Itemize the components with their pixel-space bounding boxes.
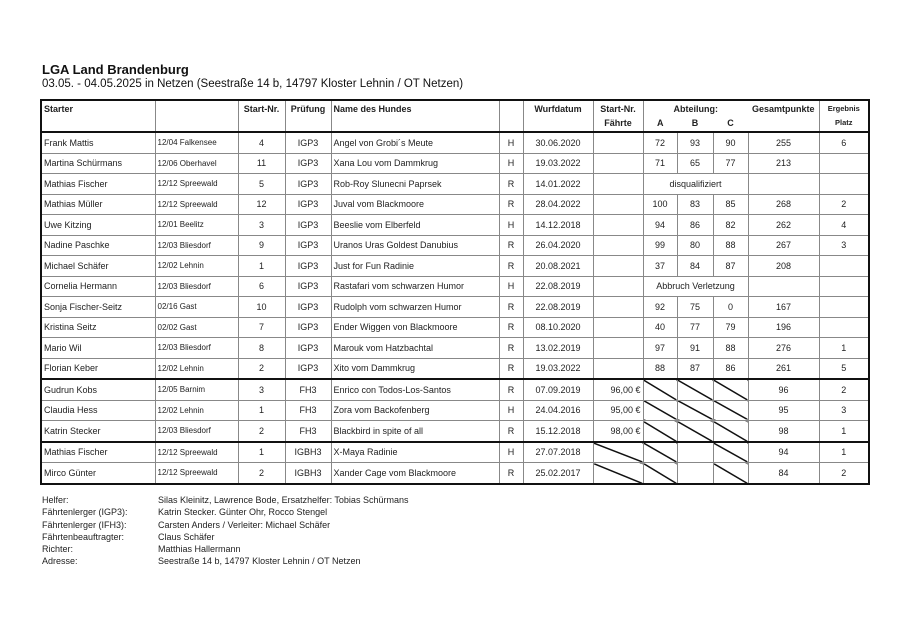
wurfdatum: 22.08.2019 <box>523 276 593 297</box>
faehrte-start-nr: 98,00 € <box>593 421 643 442</box>
score-c <box>713 463 748 484</box>
placement: 2 <box>819 463 869 484</box>
starter-name: Mathias Fischer <box>41 442 155 463</box>
club: 12/02 Lehnin <box>155 256 238 277</box>
total-points <box>748 276 819 297</box>
total-points: 98 <box>748 421 819 442</box>
score-c: 77 <box>713 153 748 174</box>
footer-value: Claus Schäfer <box>158 531 215 542</box>
score-a <box>643 421 677 442</box>
dog-name: Rudolph vom schwarzen Humor <box>331 297 499 318</box>
total-points: 261 <box>748 358 819 379</box>
starter-name: Mathias Fischer <box>41 174 155 195</box>
start-number: 6 <box>238 276 285 297</box>
wurfdatum: 20.08.2021 <box>523 256 593 277</box>
footer-line <box>42 543 408 555</box>
total-points: 267 <box>748 235 819 256</box>
score-c <box>713 379 748 400</box>
total-points: 268 <box>748 194 819 215</box>
score-c: 90 <box>713 132 748 153</box>
footer-value: Carsten Anders / Verleiter: Michael Schäfer <box>158 519 331 530</box>
placement <box>819 153 869 174</box>
club: 12/02 Lehnin <box>155 358 238 379</box>
table-row <box>41 256 869 277</box>
pruefung: IGP3 <box>285 297 331 318</box>
document-title: LGA Land Brandenburg <box>42 62 189 77</box>
total-points: 84 <box>748 463 819 484</box>
start-number: 1 <box>238 442 285 463</box>
col-starter: Starter <box>41 100 155 118</box>
start-number: 4 <box>238 132 285 153</box>
start-number: 10 <box>238 297 285 318</box>
sex: H <box>499 215 523 236</box>
sex: R <box>499 174 523 195</box>
starter-name: Mario Wil <box>41 338 155 359</box>
total-points: 208 <box>748 256 819 277</box>
score-b: 84 <box>677 256 713 277</box>
placement <box>819 317 869 338</box>
club: 12/03 Bliesdorf <box>155 235 238 256</box>
dog-name: Zora vom Backofenberg <box>331 400 499 421</box>
results-table <box>40 99 870 485</box>
wurfdatum: 14.01.2022 <box>523 174 593 195</box>
col-pruefung: Prüfung <box>285 100 331 118</box>
score-a: 99 <box>643 235 677 256</box>
start-number: 5 <box>238 174 285 195</box>
placement: 3 <box>819 235 869 256</box>
wurfdatum: 19.03.2022 <box>523 358 593 379</box>
pruefung: IGBH3 <box>285 463 331 484</box>
faehrte-start-nr <box>593 276 643 297</box>
placement: 2 <box>819 379 869 400</box>
score-a <box>643 463 677 484</box>
col-club <box>155 100 238 118</box>
wurfdatum: 15.12.2018 <box>523 421 593 442</box>
start-number: 1 <box>238 256 285 277</box>
club: 12/01 Beelitz <box>155 215 238 236</box>
footer-line <box>42 506 408 518</box>
pruefung: FH3 <box>285 400 331 421</box>
table-row <box>41 317 869 338</box>
score-a: 40 <box>643 317 677 338</box>
footer-value: Matthias Hallermann <box>158 544 241 555</box>
sex: R <box>499 379 523 400</box>
sex: R <box>499 256 523 277</box>
col-ergebnis: Ergebnis <box>819 100 869 118</box>
table-row <box>41 358 869 379</box>
placement: 1 <box>819 421 869 442</box>
wurfdatum: 22.08.2019 <box>523 297 593 318</box>
footer-label: Adresse: <box>42 556 78 567</box>
pruefung: IGP3 <box>285 194 331 215</box>
dog-name: X-Maya Radinie <box>331 442 499 463</box>
dog-name: Uranos Uras Goldest Danubius <box>331 235 499 256</box>
start-number: 2 <box>238 421 285 442</box>
score-b: 86 <box>677 215 713 236</box>
col-faehrte: Fährte <box>593 118 643 132</box>
footer-value: Seestraße 14 b, 14797 Kloster Lehnin / OT Netzen <box>158 556 361 567</box>
wurfdatum: 24.04.2016 <box>523 400 593 421</box>
status-note: disqualifiziert <box>643 174 748 195</box>
sex: H <box>499 132 523 153</box>
table-row <box>41 215 869 236</box>
score-a: 88 <box>643 358 677 379</box>
score-a <box>643 400 677 421</box>
faehrte-start-nr <box>593 338 643 359</box>
placement: 1 <box>819 442 869 463</box>
score-c: 88 <box>713 338 748 359</box>
wurfdatum: 13.02.2019 <box>523 338 593 359</box>
pruefung: IGBH3 <box>285 442 331 463</box>
score-b: 93 <box>677 132 713 153</box>
col-abteilung: Abteilung: <box>643 100 748 118</box>
score-c: 86 <box>713 358 748 379</box>
dog-name: Blackbird in spite of all <box>331 421 499 442</box>
pruefung: IGP3 <box>285 235 331 256</box>
placement: 6 <box>819 132 869 153</box>
starter-name: Frank Mattis <box>41 132 155 153</box>
score-a: 71 <box>643 153 677 174</box>
pruefung: IGP3 <box>285 215 331 236</box>
faehrte-start-nr <box>593 442 643 463</box>
faehrte-start-nr <box>593 215 643 236</box>
sex: R <box>499 358 523 379</box>
wurfdatum: 28.04.2022 <box>523 194 593 215</box>
start-number: 9 <box>238 235 285 256</box>
score-c: 82 <box>713 215 748 236</box>
total-points: 96 <box>748 379 819 400</box>
sex: H <box>499 153 523 174</box>
score-b: 75 <box>677 297 713 318</box>
score-b <box>677 400 713 421</box>
total-points: 213 <box>748 153 819 174</box>
club: 12/03 Bliesdorf <box>155 421 238 442</box>
pruefung: FH3 <box>285 421 331 442</box>
score-b <box>677 421 713 442</box>
placement <box>819 297 869 318</box>
dog-name: Just for Fun Radinie <box>331 256 499 277</box>
score-a: 94 <box>643 215 677 236</box>
starter-name: Mirco Günter <box>41 463 155 484</box>
score-c <box>713 400 748 421</box>
starter-name: Uwe Kitzing <box>41 215 155 236</box>
starter-name: Mathias Müller <box>41 194 155 215</box>
col-sex <box>499 100 523 118</box>
sex: R <box>499 317 523 338</box>
sex: R <box>499 338 523 359</box>
footer-label: Helfer: <box>42 495 69 505</box>
club: 12/12 Spreewald <box>155 463 238 484</box>
col-wurfdatum: Wurfdatum <box>523 100 593 118</box>
table-row <box>41 400 869 421</box>
footer-label: Fährtenlerger (IFH3): <box>42 519 127 530</box>
sex: R <box>499 235 523 256</box>
dog-name: Xander Cage vom Blackmoore <box>331 463 499 484</box>
faehrte-start-nr <box>593 174 643 195</box>
col-start-nr: Start-Nr. <box>238 100 285 118</box>
club: 12/12 Spreewald <box>155 442 238 463</box>
footer-info <box>42 494 408 568</box>
placement: 4 <box>819 215 869 236</box>
faehrte-start-nr <box>593 317 643 338</box>
pruefung: IGP3 <box>285 276 331 297</box>
score-b: 83 <box>677 194 713 215</box>
wurfdatum: 30.06.2020 <box>523 132 593 153</box>
total-points: 167 <box>748 297 819 318</box>
start-number: 12 <box>238 194 285 215</box>
score-c: 0 <box>713 297 748 318</box>
dog-name: Enrico con Todos-Los-Santos <box>331 379 499 400</box>
faehrte-start-nr <box>593 194 643 215</box>
footer-value: Katrin Stecker. Günter Ohr, Rocco Stengel <box>158 507 328 518</box>
footer-line <box>42 555 408 567</box>
wurfdatum: 19.03.2022 <box>523 153 593 174</box>
starter-name: Florian Keber <box>41 358 155 379</box>
score-a: 97 <box>643 338 677 359</box>
total-points: 276 <box>748 338 819 359</box>
club: 12/06 Oberhavel <box>155 153 238 174</box>
pruefung: IGP3 <box>285 132 331 153</box>
sex: R <box>499 297 523 318</box>
faehrte-start-nr <box>593 297 643 318</box>
total-points: 262 <box>748 215 819 236</box>
total-points <box>748 174 819 195</box>
col-dog-name: Name des Hundes <box>331 100 499 118</box>
footer-label: Fährtenlerger (IGP3): <box>42 507 128 518</box>
footer-line <box>42 531 408 543</box>
placement: 5 <box>819 358 869 379</box>
sex: H <box>499 400 523 421</box>
score-c <box>713 442 748 463</box>
placement <box>819 276 869 297</box>
table-row <box>41 297 869 318</box>
pruefung: IGP3 <box>285 358 331 379</box>
col-c: C <box>713 118 748 132</box>
faehrte-start-nr <box>593 153 643 174</box>
starter-name: Cornelia Hermann <box>41 276 155 297</box>
wurfdatum: 27.07.2018 <box>523 442 593 463</box>
club: 12/02 Lehnin <box>155 400 238 421</box>
faehrte-start-nr <box>593 256 643 277</box>
starter-name: Katrin Stecker <box>41 421 155 442</box>
score-a: 92 <box>643 297 677 318</box>
score-c <box>713 421 748 442</box>
start-number: 1 <box>238 400 285 421</box>
table-row <box>41 442 869 463</box>
score-a: 72 <box>643 132 677 153</box>
pruefung: IGP3 <box>285 317 331 338</box>
starter-name: Sonja Fischer-Seitz <box>41 297 155 318</box>
table-row <box>41 463 869 484</box>
score-b: 87 <box>677 358 713 379</box>
starter-name: Claudia Hess <box>41 400 155 421</box>
score-a: 37 <box>643 256 677 277</box>
table-row <box>41 132 869 153</box>
score-c: 79 <box>713 317 748 338</box>
placement: 3 <box>819 400 869 421</box>
placement <box>819 256 869 277</box>
faehrte-start-nr <box>593 358 643 379</box>
pruefung: IGP3 <box>285 256 331 277</box>
footer-value: Silas Kleinitz, Lawrence Bode, Ersatzhelfer: Tobias Schürmans <box>158 495 409 505</box>
table-row <box>41 276 869 297</box>
status-note: Abbruch Verletzung <box>643 276 748 297</box>
col-gesamtpunkte: Gesamtpunkte <box>748 100 819 118</box>
score-c: 87 <box>713 256 748 277</box>
wurfdatum: 08.10.2020 <box>523 317 593 338</box>
dog-name: Marouk vom Hatzbachtal <box>331 338 499 359</box>
col-start-nr-faehrte: Start-Nr. <box>593 100 643 118</box>
start-number: 8 <box>238 338 285 359</box>
club: 02/02 Gast <box>155 317 238 338</box>
wurfdatum: 25.02.2017 <box>523 463 593 484</box>
dog-name: Rastafari vom schwarzen Humor <box>331 276 499 297</box>
club: 12/12 Spreewald <box>155 174 238 195</box>
starter-name: Martina Schürmans <box>41 153 155 174</box>
pruefung: FH3 <box>285 379 331 400</box>
start-number: 2 <box>238 463 285 484</box>
placement <box>819 174 869 195</box>
footer-label: Fährtenbeauftragter: <box>42 531 125 542</box>
total-points: 255 <box>748 132 819 153</box>
dog-name: Ender Wiggen von Blackmoore <box>331 317 499 338</box>
starter-name: Michael Schäfer <box>41 256 155 277</box>
faehrte-start-nr: 96,00 € <box>593 379 643 400</box>
score-a: 100 <box>643 194 677 215</box>
total-points: 196 <box>748 317 819 338</box>
wurfdatum: 14.12.2018 <box>523 215 593 236</box>
table-row <box>41 174 869 195</box>
sex: R <box>499 194 523 215</box>
score-b: 80 <box>677 235 713 256</box>
club: 12/05 Barnim <box>155 379 238 400</box>
footer-label: Richter: <box>42 544 74 555</box>
sex: H <box>499 276 523 297</box>
score-c: 85 <box>713 194 748 215</box>
placement: 1 <box>819 338 869 359</box>
dog-name: Xana Lou vom Dammkrug <box>331 153 499 174</box>
footer-line <box>42 519 408 531</box>
table-row <box>41 153 869 174</box>
col-b: B <box>677 118 713 132</box>
total-points: 94 <box>748 442 819 463</box>
dog-name: Xito vom Dammkrug <box>331 358 499 379</box>
footer-line <box>42 494 408 506</box>
score-a <box>643 442 677 463</box>
sex: R <box>499 421 523 442</box>
table-row <box>41 421 869 442</box>
faehrte-start-nr <box>593 132 643 153</box>
faehrte-start-nr <box>593 235 643 256</box>
dog-name: Rob-Roy Slunecni Paprsek <box>331 174 499 195</box>
table-row <box>41 235 869 256</box>
starter-name: Gudrun Kobs <box>41 379 155 400</box>
score-b <box>677 463 713 484</box>
pruefung: IGP3 <box>285 153 331 174</box>
dog-name: Angel von Grobi´s Meute <box>331 132 499 153</box>
table-row <box>41 379 869 400</box>
placement: 2 <box>819 194 869 215</box>
starter-name: Nadine Paschke <box>41 235 155 256</box>
col-a: A <box>643 118 677 132</box>
score-c: 88 <box>713 235 748 256</box>
col-platz: Platz <box>819 118 869 132</box>
wurfdatum: 07.09.2019 <box>523 379 593 400</box>
score-b: 77 <box>677 317 713 338</box>
score-b: 91 <box>677 338 713 359</box>
start-number: 7 <box>238 317 285 338</box>
pruefung: IGP3 <box>285 338 331 359</box>
sex: H <box>499 442 523 463</box>
club: 12/12 Spreewald <box>155 194 238 215</box>
start-number: 11 <box>238 153 285 174</box>
club: 12/04 Falkensee <box>155 132 238 153</box>
club: 12/03 Bliesdorf <box>155 276 238 297</box>
sex: R <box>499 463 523 484</box>
dog-name: Juval vom Blackmoore <box>331 194 499 215</box>
start-number: 3 <box>238 379 285 400</box>
score-b <box>677 379 713 400</box>
start-number: 2 <box>238 358 285 379</box>
wurfdatum: 26.04.2020 <box>523 235 593 256</box>
club: 02/16 Gast <box>155 297 238 318</box>
dog-name: Beeslie vom Elberfeld <box>331 215 499 236</box>
club: 12/03 Bliesdorf <box>155 338 238 359</box>
pruefung: IGP3 <box>285 174 331 195</box>
score-a <box>643 379 677 400</box>
start-number: 3 <box>238 215 285 236</box>
faehrte-start-nr: 95,00 € <box>593 400 643 421</box>
document-subtitle: 03.05. - 04.05.2025 in Netzen (Seestraße 14 b, 14797 Kloster Lehnin / OT Netzen) <box>42 78 464 90</box>
table-row <box>41 194 869 215</box>
table-row <box>41 338 869 359</box>
score-b <box>677 442 713 463</box>
faehrte-start-nr <box>593 463 643 484</box>
starter-name: Kristina Seitz <box>41 317 155 338</box>
total-points: 95 <box>748 400 819 421</box>
score-b: 65 <box>677 153 713 174</box>
